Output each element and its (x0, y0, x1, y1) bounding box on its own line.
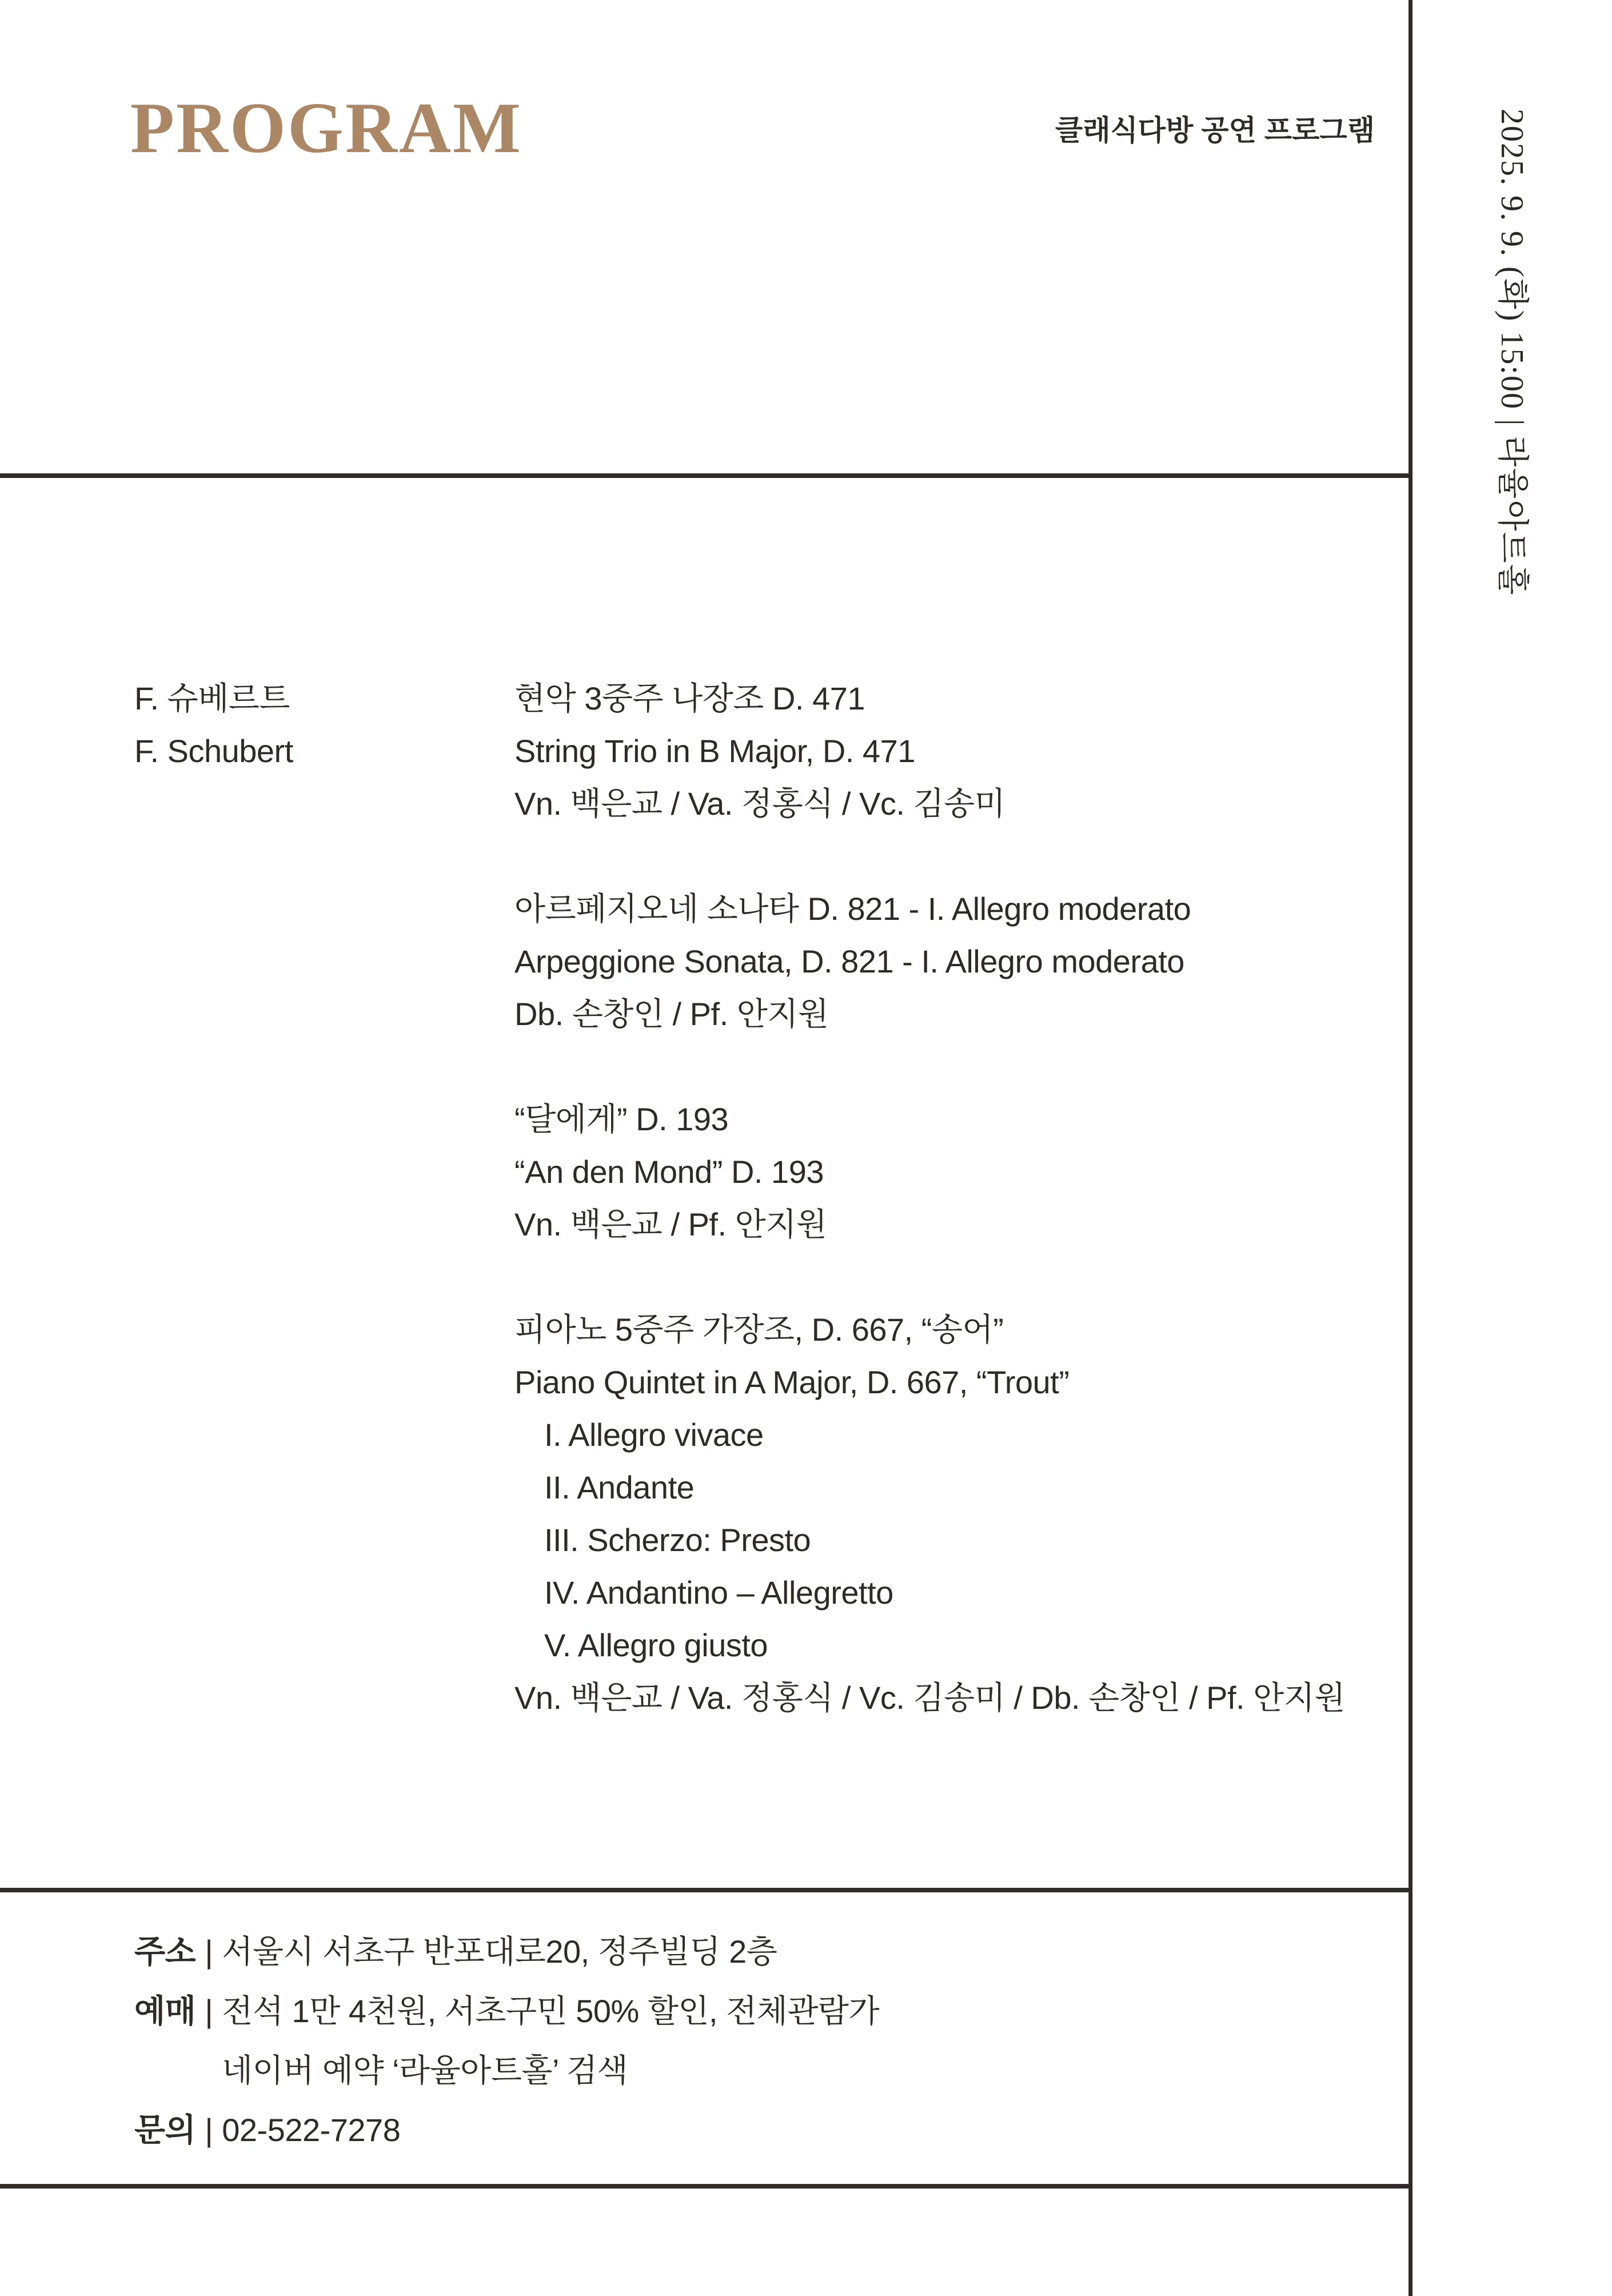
piece-4-movement-2: II. Andante (544, 1469, 695, 1505)
vertical-divider (1408, 0, 1413, 2296)
separator-bar: | (205, 2112, 213, 2148)
piece-4-movement-1: I. Allegro vivace (544, 1417, 764, 1453)
piece-3-title-en: “An den Mond” D. 193 (514, 1154, 824, 1190)
piece-1-performers: Vn. 백은교 / Va. 정홍식 / Vc. 김송미 (514, 786, 1005, 822)
composer-block (134, 672, 293, 778)
piece-2-performers: Db. 손창인 / Pf. 안지원 (514, 996, 829, 1032)
piece-1-title-en: String Trio in B Major, D. 471 (514, 733, 915, 769)
composer-name-kr: F. 슈베르트 (134, 680, 290, 716)
header-divider-line (0, 473, 1408, 478)
footer-top-divider-line (0, 1888, 1408, 1892)
page-title: PROGRAM (130, 89, 522, 168)
footer-ticketing-row (134, 1982, 879, 2041)
composer-name-en: F. Schubert (134, 733, 293, 769)
booking-text: 네이버 예약 ‘라율아트홀’ 검색 (222, 2052, 628, 2088)
piece-4-performers: Vn. 백은교 / Va. 정홍식 / Vc. 김송미 / Db. 손창인 / Pf. 안지원 (514, 1680, 1345, 1716)
piece-3-performers: Vn. 백은교 / Pf. 안지원 (514, 1206, 827, 1242)
ticketing-text: 전석 1만 4천원, 서초구민 50% 할인, 전체관람가 (222, 1993, 880, 2029)
footer-bottom-divider-line (0, 2184, 1408, 2189)
piece-4-movement-5: V. Allegro giusto (544, 1627, 768, 1663)
piece-2-title-kr: 아르페지오네 소나타 D. 821 - I. Allegro moderato (514, 891, 1191, 927)
footer-contact-row (134, 2100, 879, 2160)
contact-phone: 02-522-7278 (222, 2112, 401, 2148)
footer-info (134, 1922, 879, 2160)
address-text: 서울시 서초구 반포대로20, 정주빌딩 2층 (222, 1934, 777, 1970)
event-datetime-venue: 2025. 9. 9. (화) 15:00 | 라율아트홀 (1494, 109, 1530, 596)
contact-label: 문의 (134, 2112, 196, 2148)
piece-2-title-en: Arpeggione Sonata, D. 821 - I. Allegro moderato (514, 943, 1184, 979)
piece-4-title-en: Piano Quintet in A Major, D. 667, “Trout” (514, 1364, 1070, 1400)
piece-3-title-kr: “달에게” D. 193 (514, 1101, 729, 1137)
piece-4-title-kr: 피아노 5중주 가장조, D. 667, “송어” (514, 1312, 1004, 1348)
footer-booking-row (134, 2041, 879, 2100)
ticketing-label: 예매 (134, 1993, 196, 2029)
spacer (514, 1251, 1345, 1304)
piece-1-title-kr: 현악 3중주 나장조 D. 471 (514, 680, 865, 716)
separator-bar: | (205, 1993, 213, 2029)
piece-4-movement-3: III. Scherzo: Presto (544, 1522, 811, 1558)
header-subtitle: 클래식다방 공연 프로그램 (1055, 114, 1375, 146)
piece-4-movement-4: IV. Andantino – Allegretto (544, 1574, 893, 1611)
address-label: 주소 (134, 1934, 196, 1970)
spacer (514, 1041, 1345, 1093)
program-list (514, 672, 1345, 1724)
separator-bar: | (205, 1934, 213, 1970)
footer-address-row (134, 1922, 879, 1982)
spacer (514, 830, 1345, 883)
